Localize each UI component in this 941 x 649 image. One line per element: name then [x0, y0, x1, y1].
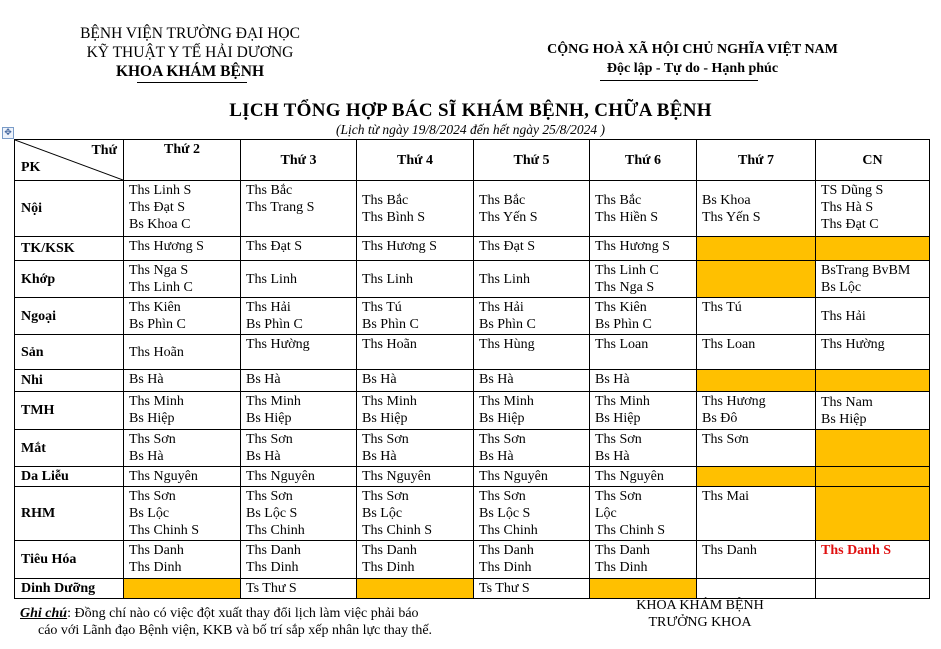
- header-row: [15, 140, 930, 181]
- schedule-cell[interactable]: [697, 392, 816, 430]
- doctor-name: Ths Hoãn: [362, 337, 417, 352]
- doctor-name: Ths Minh: [246, 394, 301, 409]
- doctor-name: Ths Linh S: [129, 183, 192, 198]
- doctor-name: Ths Minh: [595, 394, 650, 409]
- doctor-name: Ths Hương S: [595, 239, 670, 254]
- doctor-name: Bs Hà: [595, 372, 630, 387]
- doctor-name: Bs Hà: [362, 449, 397, 464]
- clinic-name-cell: Sản: [15, 335, 124, 370]
- hospital-name-line2: KỸ THUẬT Y TẾ HẢI DƯƠNG: [86, 44, 294, 61]
- schedule-cell[interactable]: [474, 392, 590, 430]
- doctor-name: Ths Dinh: [479, 560, 532, 575]
- schedule-cell[interactable]: [697, 335, 816, 370]
- doctor-name: Ths Yến S: [479, 209, 538, 225]
- doctor-name: Ths Minh: [362, 394, 417, 409]
- doctor-name: Bs Lộc S: [479, 506, 531, 521]
- doctor-name: Ths Hương: [702, 394, 766, 409]
- doctor-name: Ths Nga S: [595, 280, 655, 295]
- doctor-name: Ths Loan: [595, 337, 649, 352]
- doctor-name: Bs Lộc: [821, 280, 862, 295]
- schedule-cell[interactable]: [241, 181, 357, 237]
- doctor-name: Bs Phìn C: [129, 317, 186, 332]
- doctor-name: Bs Hà: [595, 449, 630, 464]
- doctor-name: Ths Sơn: [246, 489, 293, 504]
- doctor-name: Ths Đạt C: [821, 217, 879, 232]
- doctor-name: Ths Chinh S: [129, 523, 200, 538]
- doctor-name: Ths Bắc: [479, 192, 526, 208]
- doctor-name: Ths Hoãn: [129, 344, 184, 360]
- doctor-name: Ths Danh: [246, 543, 301, 558]
- doctor-name: Ths Bắc: [246, 183, 293, 198]
- doctor-name: Ths Linh C: [595, 263, 659, 278]
- doctor-name: Ths Sơn: [595, 489, 642, 504]
- schedule-cell[interactable]: [124, 541, 241, 579]
- schedule-cell[interactable]: [697, 430, 816, 467]
- doctor-name: Bs Hà: [479, 372, 514, 387]
- schedule-cell[interactable]: [697, 181, 816, 237]
- doctor-name: Ths Tú: [362, 300, 402, 315]
- schedule-cell[interactable]: [697, 579, 816, 599]
- schedule-cell[interactable]: [816, 298, 930, 335]
- doctor-name: Ths Nguyên: [129, 469, 198, 484]
- doctor-name: Ths Tú: [702, 300, 742, 315]
- schedule-row: [15, 298, 930, 335]
- doctor-name: Bs Lộc S: [246, 506, 298, 521]
- schedule-cell[interactable]: [124, 261, 241, 298]
- doctor-name: Ths Chinh: [479, 523, 538, 538]
- schedule-cell[interactable]: [241, 467, 357, 487]
- schedule-cell[interactable]: [697, 370, 816, 392]
- schedule-cell[interactable]: [474, 541, 590, 579]
- department-underline: [137, 82, 247, 83]
- schedule-cell[interactable]: [474, 467, 590, 487]
- doctor-name: Ths Bình S: [362, 209, 426, 225]
- schedule-cell[interactable]: [357, 237, 474, 261]
- doctor-name: Bs Hiệp: [821, 411, 867, 427]
- schedule-cell[interactable]: [697, 298, 816, 335]
- doctor-name: Ths Hà S: [821, 200, 874, 215]
- day-header: Thứ 3: [241, 140, 357, 181]
- doctor-name: Ths Linh: [362, 271, 413, 287]
- doctor-name: Ths Sơn: [129, 489, 176, 504]
- doctor-name: Ths Danh: [595, 543, 650, 558]
- doctor-name: Ths Sơn: [479, 489, 526, 504]
- doctor-name: Ths Yến S: [702, 209, 761, 225]
- doctor-name: Bs Hiệp: [595, 411, 641, 426]
- schedule-row: [15, 335, 930, 370]
- clinic-name-cell: Ngoại: [15, 298, 124, 335]
- schedule-cell[interactable]: [124, 370, 241, 392]
- clinic-name-cell: Nội: [15, 181, 124, 237]
- schedule-cell[interactable]: [124, 237, 241, 261]
- table-move-handle-icon[interactable]: ✥: [2, 127, 14, 139]
- clinic-name-cell: RHM: [15, 487, 124, 541]
- schedule-cell[interactable]: [590, 579, 697, 599]
- schedule-cell[interactable]: [816, 181, 930, 237]
- schedule-cell[interactable]: [697, 467, 816, 487]
- doctor-name: Ths Chinh: [246, 523, 305, 538]
- day-header: Thứ 2: [124, 140, 241, 181]
- schedule-cell[interactable]: [474, 335, 590, 370]
- schedule-cell[interactable]: [124, 298, 241, 335]
- doctor-name: Ths Minh: [479, 394, 534, 409]
- schedule-cell[interactable]: [474, 237, 590, 261]
- doctor-name: Ths Hải: [246, 300, 291, 315]
- note-text-line2: cáo với Lãnh đạo Bệnh viện, KKB và bố trí sắp xếp nhân lực thay thế.: [38, 623, 433, 638]
- corner-label-day: Thứ: [91, 143, 117, 158]
- schedule-cell[interactable]: [816, 579, 930, 599]
- doctor-name: Bs Đô: [702, 411, 738, 426]
- clinic-name-cell: Khớp: [15, 261, 124, 298]
- schedule-cell[interactable]: [241, 392, 357, 430]
- doctor-name: Ths Hường: [246, 337, 310, 352]
- schedule-cell[interactable]: [816, 335, 930, 370]
- schedule-cell[interactable]: [474, 430, 590, 467]
- doctor-name: Ths Nguyên: [362, 469, 431, 484]
- signature-block: [600, 597, 800, 631]
- doctor-name: Ths Hiền S: [595, 209, 658, 225]
- schedule-cell[interactable]: [816, 392, 930, 430]
- schedule-cell[interactable]: [357, 370, 474, 392]
- doctor-name: Ths Hương S: [129, 239, 204, 254]
- doctor-name: Ths Kiên: [129, 300, 181, 315]
- doctor-name: Bs Phìn C: [362, 317, 419, 332]
- day-header: Thứ 4: [357, 140, 474, 181]
- schedule-row: [15, 430, 930, 467]
- doctor-name: Ths Hùng: [479, 337, 535, 352]
- doctor-name: Bs Lộc: [362, 506, 403, 521]
- schedule-cell[interactable]: [124, 579, 241, 599]
- national-motto: Độc lập - Tự do - Hạnh phúc: [606, 61, 779, 76]
- doctor-name: Ths Sơn: [129, 432, 176, 447]
- schedule-cell[interactable]: [124, 392, 241, 430]
- schedule-cell[interactable]: [357, 579, 474, 599]
- doctor-name: Bs Khoa C: [129, 217, 191, 232]
- schedule-row: [15, 487, 930, 541]
- doctor-name: Bs Hiệp: [362, 411, 408, 426]
- schedule-cell[interactable]: [474, 370, 590, 392]
- doctor-name: Ths Bắc: [362, 192, 409, 208]
- doctor-name: Ths Linh: [246, 271, 297, 287]
- doctor-name: Ths Kiên: [595, 300, 647, 315]
- schedule-cell[interactable]: [590, 392, 697, 430]
- page-subtitle: (Lịch từ ngày 19/8/2024 đến hết ngày 25/8/2024 ): [335, 122, 606, 137]
- schedule-cell[interactable]: [590, 335, 697, 370]
- doctor-name: Ths Bắc: [595, 192, 642, 208]
- doctor-name: Ths Danh: [362, 543, 417, 558]
- clinic-name-cell: Nhi: [15, 370, 124, 392]
- schedule-cell[interactable]: [697, 541, 816, 579]
- schedule-cell[interactable]: [357, 261, 474, 298]
- doctor-name: Bs Phìn C: [479, 317, 536, 332]
- schedule-cell[interactable]: [474, 298, 590, 335]
- doctor-name: Bs Phìn C: [246, 317, 303, 332]
- doctor-name: Ths Nguyên: [246, 469, 315, 484]
- schedule-cell[interactable]: [590, 370, 697, 392]
- schedule-cell[interactable]: [357, 487, 474, 541]
- doctor-name: Ths Đạt S: [246, 239, 302, 254]
- schedule-cell[interactable]: [590, 237, 697, 261]
- schedule-cell[interactable]: [816, 487, 930, 541]
- doctor-name: Ths Mai: [702, 489, 750, 504]
- schedule-cell[interactable]: [816, 541, 930, 579]
- doctor-name: Ths Loan: [702, 337, 756, 352]
- schedule-cell[interactable]: [697, 237, 816, 261]
- schedule-row: [15, 467, 930, 487]
- doctor-name: Ths Danh S: [821, 543, 892, 558]
- clinic-name-cell: Dinh Dưỡng: [15, 579, 124, 599]
- corner-cell: [15, 140, 124, 181]
- doctor-name: Ths Nguyên: [479, 469, 548, 484]
- schedule-cell[interactable]: [357, 467, 474, 487]
- schedule-cell[interactable]: [816, 430, 930, 467]
- doctor-name: Ths Nga S: [129, 263, 189, 278]
- hospital-header: [40, 24, 340, 81]
- doctor-name: Ths Sơn: [595, 432, 642, 447]
- doctor-name: Bs Hà: [246, 449, 281, 464]
- doctor-name: Ths Sơn: [246, 432, 293, 447]
- national-title: CỘNG HOÀ XÃ HỘI CHỦ NGHĨA VIỆT NAM: [547, 42, 838, 57]
- schedule-cell[interactable]: [241, 487, 357, 541]
- doctor-name: Ths Hường: [821, 337, 885, 352]
- schedule-cell[interactable]: [590, 298, 697, 335]
- schedule-row: [15, 370, 930, 392]
- clinic-name-cell: Mắt: [15, 430, 124, 467]
- doctor-name: Ths Dinh: [362, 560, 415, 575]
- clinic-name-cell: TMH: [15, 392, 124, 430]
- doctor-name: Ths Linh C: [129, 280, 193, 295]
- signature-department: KHOA KHÁM BỆNH: [636, 598, 764, 613]
- schedule-cell[interactable]: [474, 487, 590, 541]
- schedule-cell[interactable]: [590, 541, 697, 579]
- schedule-cell[interactable]: [816, 467, 930, 487]
- schedule-cell[interactable]: [124, 487, 241, 541]
- schedule-cell[interactable]: [241, 541, 357, 579]
- schedule-cell[interactable]: [357, 181, 474, 237]
- schedule-cell[interactable]: [357, 392, 474, 430]
- hospital-name-line1: BỆNH VIỆN TRƯỜNG ĐẠI HỌC: [80, 25, 300, 42]
- schedule-cell[interactable]: [124, 335, 241, 370]
- schedule-cell[interactable]: [357, 298, 474, 335]
- clinic-name-cell: Tiêu Hóa: [15, 541, 124, 579]
- doctor-name: Ths Trang S: [246, 200, 315, 215]
- doctor-name: Ths Sơn: [479, 432, 526, 447]
- doctor-name: Ths Linh: [479, 271, 530, 287]
- schedule-row: [15, 261, 930, 298]
- note-label: Ghi chú: [20, 606, 68, 621]
- department-name: KHOA KHÁM BỆNH: [115, 63, 265, 80]
- doctor-name: TS Dũng S: [821, 183, 884, 198]
- doctor-name: Ths Danh: [702, 543, 757, 558]
- schedule-cell[interactable]: [241, 579, 357, 599]
- note-block: [20, 605, 520, 639]
- corner-label-pk: PK: [21, 160, 41, 175]
- schedule-cell[interactable]: [816, 261, 930, 298]
- schedule-row: [15, 181, 930, 237]
- schedule-cell[interactable]: [241, 430, 357, 467]
- doctor-name: Bs Hiệp: [129, 411, 175, 426]
- schedule-cell[interactable]: [241, 335, 357, 370]
- schedule-cell[interactable]: [590, 487, 697, 541]
- day-header: Thứ 5: [474, 140, 590, 181]
- schedule-cell[interactable]: [697, 487, 816, 541]
- doctor-name: Bs Hiệp: [246, 411, 292, 426]
- doctor-name: Ths Minh: [129, 394, 184, 409]
- schedule-cell[interactable]: [816, 237, 930, 261]
- doctor-name: Bs Phìn C: [595, 317, 652, 332]
- schedule-cell[interactable]: [590, 467, 697, 487]
- doctor-name: Ths Nguyên: [595, 469, 664, 484]
- doctor-name: Bs Hà: [246, 372, 281, 387]
- doctor-name: Ths Nam: [821, 394, 873, 410]
- doctor-name: Ths Hải: [821, 308, 866, 324]
- schedule-table: [14, 139, 930, 599]
- doctor-name: Bs Hiệp: [479, 411, 525, 426]
- schedule-row: [15, 237, 930, 261]
- doctor-name: Ths Dinh: [595, 560, 648, 575]
- national-header: [500, 40, 885, 78]
- doctor-name: Ths Chinh S: [362, 523, 433, 538]
- schedule-cell[interactable]: [357, 430, 474, 467]
- doctor-name: Ths Sơn: [362, 432, 409, 447]
- schedule-cell[interactable]: [590, 430, 697, 467]
- schedule-cell[interactable]: [357, 541, 474, 579]
- doctor-name: Ths Hải: [479, 300, 524, 315]
- signature-role: TRƯỞNG KHOA: [648, 615, 752, 630]
- doctor-name: Ths Đạt S: [479, 239, 535, 254]
- doctor-name: Ths Dinh: [246, 560, 299, 575]
- schedule-cell[interactable]: [816, 370, 930, 392]
- motto-underline: [600, 80, 758, 81]
- doctor-name: Bs Hà: [129, 449, 164, 464]
- doctor-name: Ths Sơn: [362, 489, 409, 504]
- note-text-line1: : Đồng chí nào có việc đột xuất thay đổi lịch làm việc phải báo: [67, 606, 419, 621]
- schedule-row: [15, 541, 930, 579]
- page-title: LỊCH TỔNG HỢP BÁC SĨ KHÁM BỆNH, CHỮA BỆNH: [229, 100, 712, 121]
- doctor-name: Ts Thư S: [246, 581, 297, 596]
- clinic-name-cell: TK/KSK: [15, 237, 124, 261]
- doctor-name: Bs Hà: [362, 372, 397, 387]
- doctor-name: Ths Danh: [479, 543, 534, 558]
- doctor-name: Bs Lộc: [129, 506, 170, 521]
- doctor-name: Ts Thư S: [479, 581, 530, 596]
- schedule-cell[interactable]: [241, 261, 357, 298]
- schedule-cell[interactable]: [697, 261, 816, 298]
- schedule-cell[interactable]: [474, 579, 590, 599]
- day-header: CN: [816, 140, 930, 181]
- schedule-cell[interactable]: [241, 298, 357, 335]
- day-header: Thứ 7: [697, 140, 816, 181]
- schedule-cell[interactable]: [474, 181, 590, 237]
- doctor-name: Bs Hà: [129, 372, 164, 387]
- schedule-cell[interactable]: [124, 181, 241, 237]
- schedule-cell[interactable]: [590, 181, 697, 237]
- doctor-name: BsTrang BvBM: [821, 263, 911, 278]
- schedule-cell[interactable]: [357, 335, 474, 370]
- schedule-cell[interactable]: [241, 370, 357, 392]
- doctor-name: Ths Hương S: [362, 239, 437, 254]
- doctor-name: Bs Hà: [479, 449, 514, 464]
- doctor-name: Ths Chinh S: [595, 523, 666, 538]
- schedule-cell[interactable]: [590, 261, 697, 298]
- doctor-name: Ths Dinh: [129, 560, 182, 575]
- doctor-name: Lộc: [595, 506, 617, 521]
- schedule-row: [15, 579, 930, 599]
- schedule-cell[interactable]: [474, 261, 590, 298]
- schedule-cell[interactable]: [124, 430, 241, 467]
- schedule-row: [15, 392, 930, 430]
- clinic-name-cell: Da Liễu: [15, 467, 124, 487]
- day-header: Thứ 6: [590, 140, 697, 181]
- schedule-cell[interactable]: [124, 467, 241, 487]
- doctor-name: Ths Danh: [129, 543, 184, 558]
- doctor-name: Bs Khoa: [702, 192, 751, 208]
- doctor-name: Ths Sơn: [702, 432, 749, 447]
- doctor-name: Ths Đạt S: [129, 200, 185, 215]
- schedule-cell[interactable]: [241, 237, 357, 261]
